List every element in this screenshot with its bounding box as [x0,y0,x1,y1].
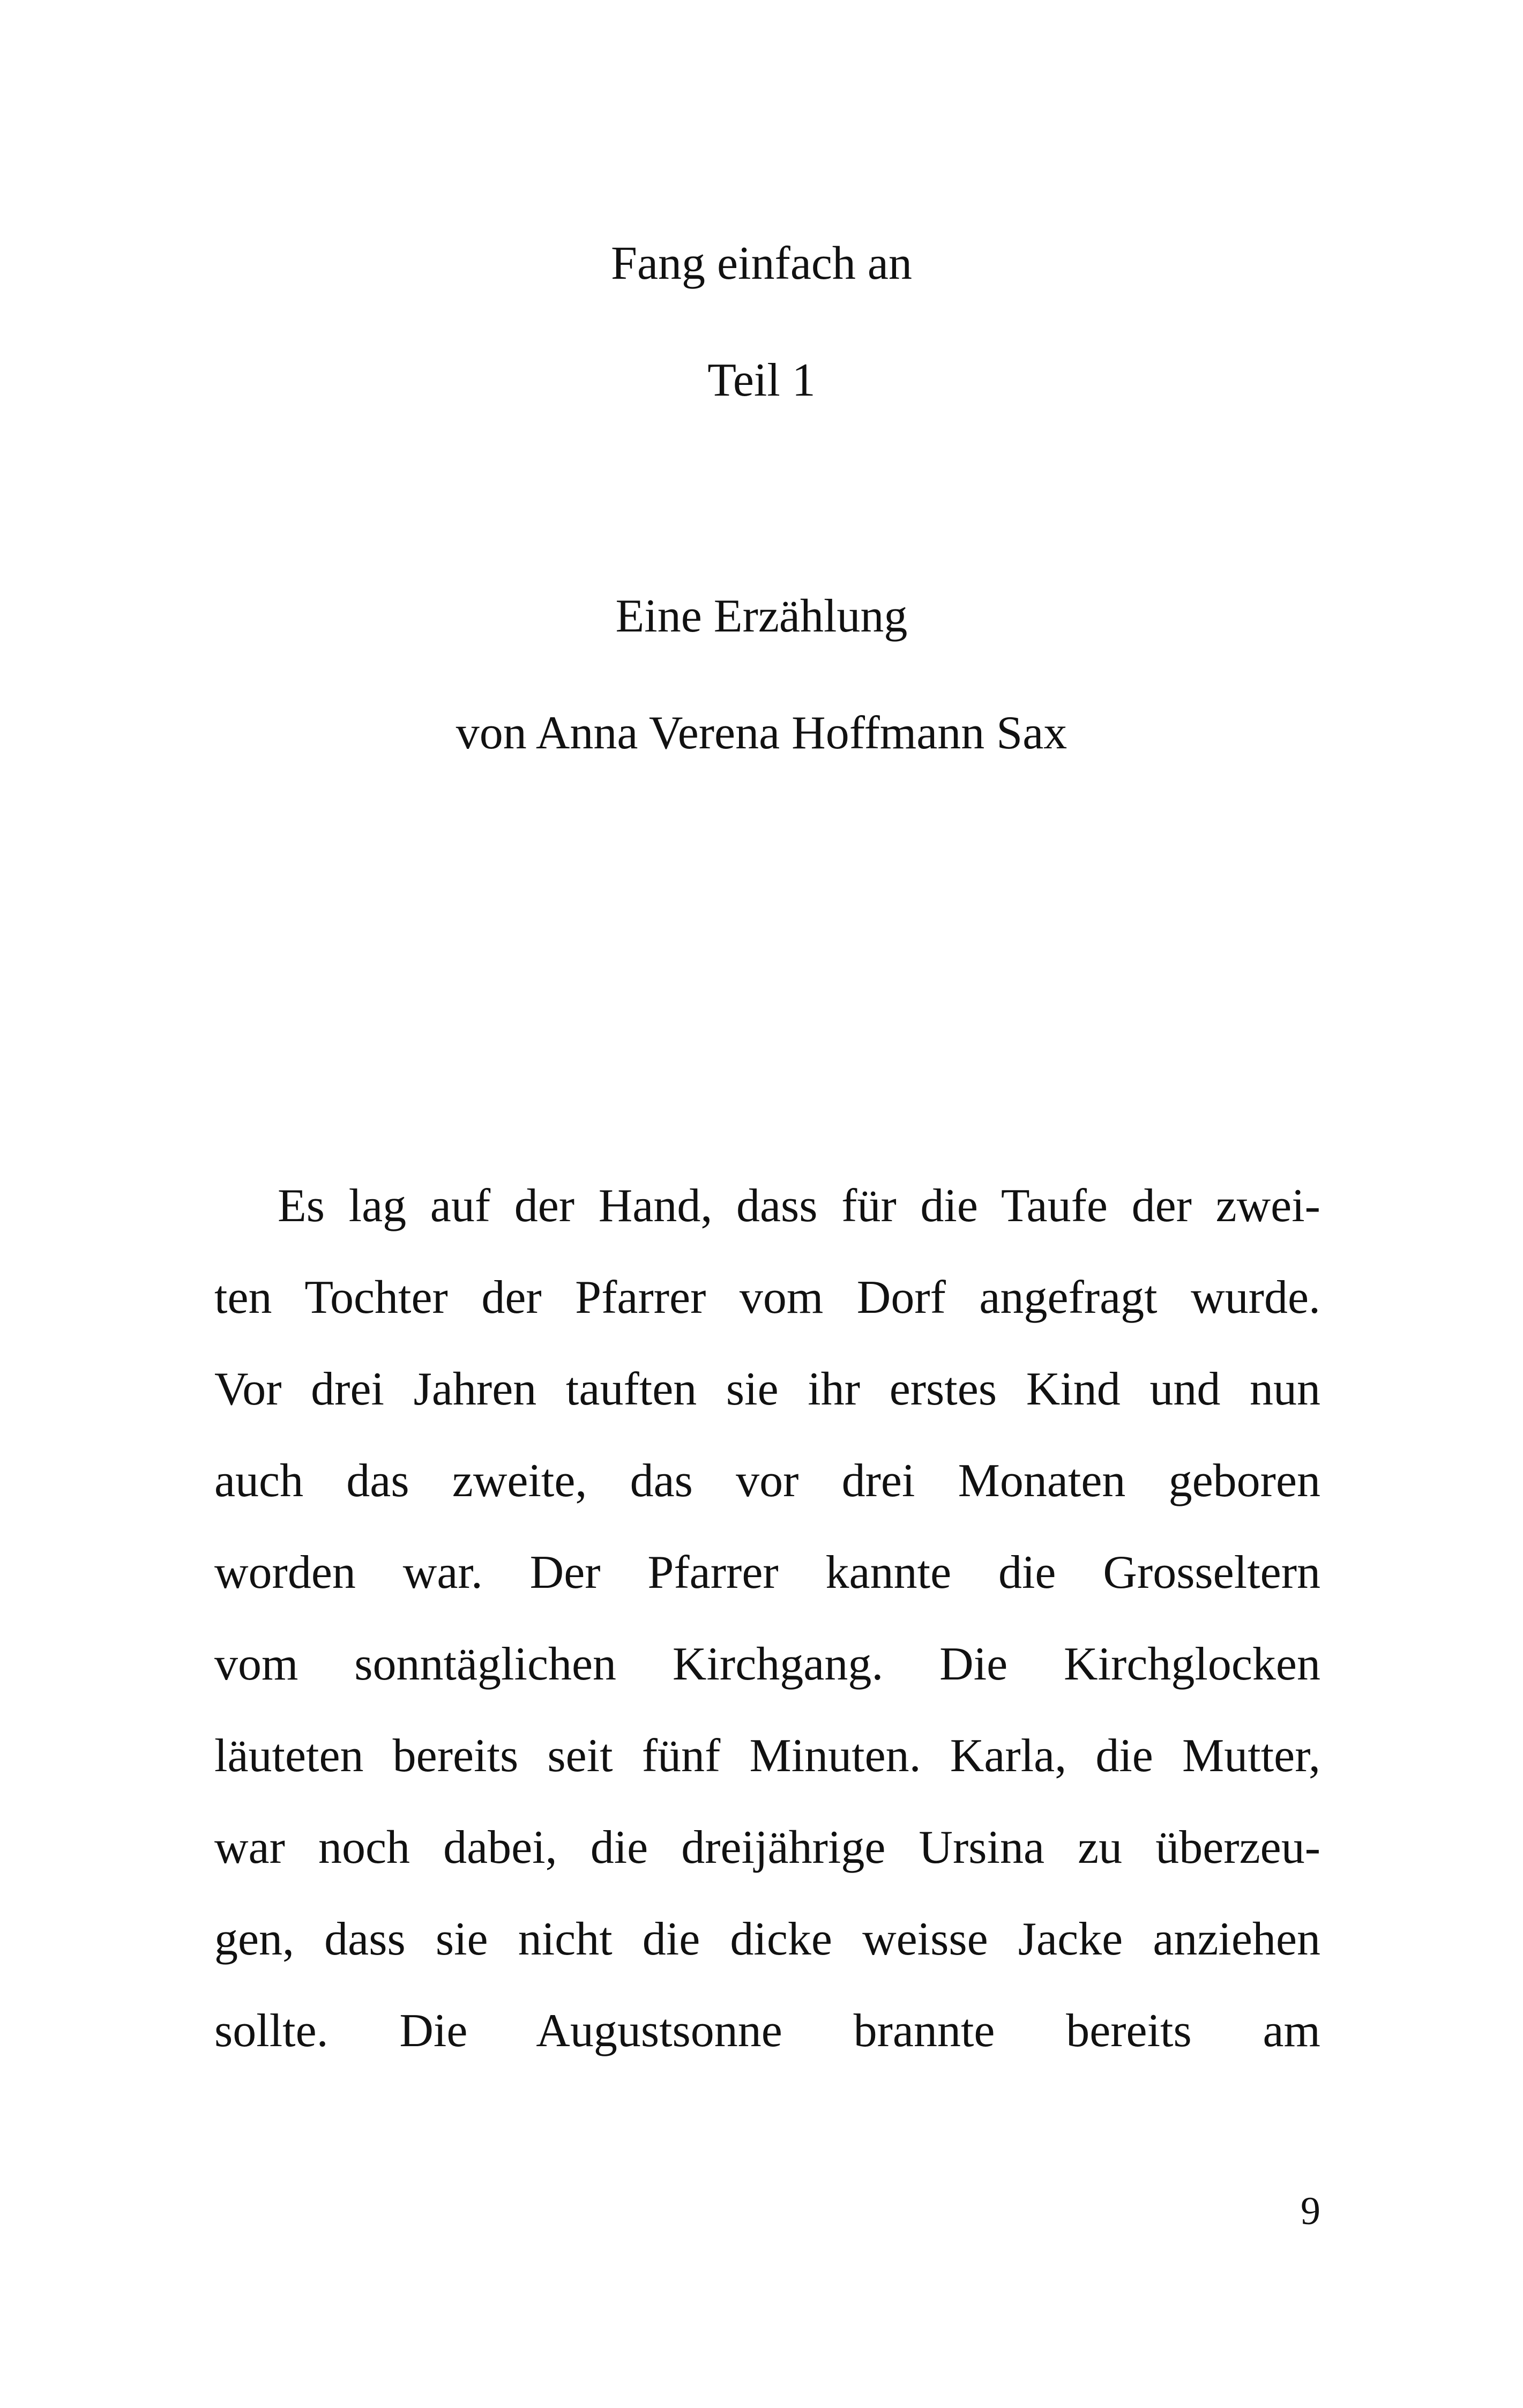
part-label: Teil 1 [707,354,816,406]
text-line: läuteten bereits seit fünf Minuten. Karla, die Mutter, [214,1730,1320,1782]
story-title: Fang einfach an [611,237,912,289]
text-line: gen, dass sie nicht die dicke weisse Jacke anziehen [214,1913,1320,1965]
author-line: von Anna Verena Hoffmann Sax [456,707,1067,759]
text-line: sollte. Die Augustsonne brannte bereits am [214,2005,1320,2057]
story-subtitle: Eine Erzählung [615,590,908,642]
text-line: ten Tochter der Pfarrer vom Dorf angefragt wurde. [214,1272,1320,1324]
text-line: auch das zweite, das vor drei Monaten geboren [214,1455,1320,1507]
body-paragraph [214,1179,1320,2096]
text-line: Vor drei Jahren tauften sie ihr erstes Kind und nun [214,1363,1320,1415]
text-line: vom sonntäglichen Kirchgang. Die Kirchglocken [214,1638,1320,1690]
text-line: war noch dabei, die dreijährige Ursina zu überzeu- [214,1822,1320,1874]
text-line: worden war. Der Pfarrer kannte die Grosseltern [214,1547,1320,1599]
text-line: Es lag auf der Hand, dass für die Taufe der zwei- [278,1180,1320,1232]
page-number: 9 [1301,2189,1320,2233]
